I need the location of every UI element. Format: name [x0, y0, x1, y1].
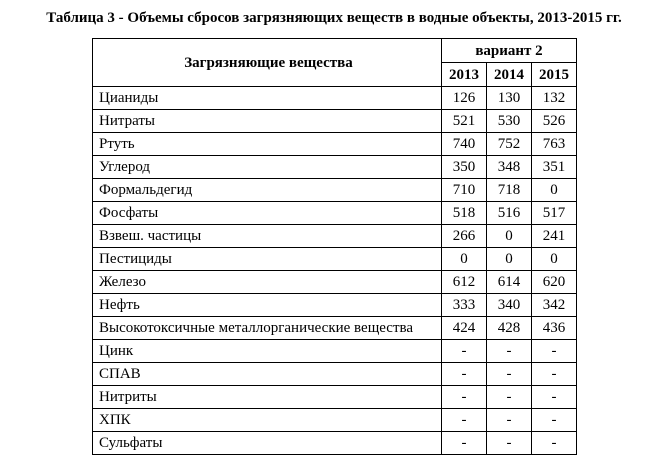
value-cell-2015: 517	[532, 202, 577, 225]
value-cell-2014: 530	[487, 110, 532, 133]
table-header-row	[93, 39, 577, 63]
value-cell-2014: 516	[487, 202, 532, 225]
table-row	[93, 225, 577, 248]
substance-name: Железо	[93, 271, 442, 294]
substance-name: Цианиды	[93, 87, 442, 110]
value-cell-2015: -	[532, 363, 577, 386]
value-cell-2014: -	[487, 409, 532, 432]
value-cell-2013: 266	[442, 225, 487, 248]
value-cell-2014: 718	[487, 179, 532, 202]
value-cell-2013: 521	[442, 110, 487, 133]
substance-name: Нитриты	[93, 386, 442, 409]
value-cell-2013: -	[442, 340, 487, 363]
value-cell-2014: 428	[487, 317, 532, 340]
value-cell-2014: 0	[487, 225, 532, 248]
table-row	[93, 294, 577, 317]
substance-name: Пестициды	[93, 248, 442, 271]
substance-name: СПАВ	[93, 363, 442, 386]
value-cell-2015: 132	[532, 87, 577, 110]
value-cell-2013: -	[442, 409, 487, 432]
value-cell-2015: -	[532, 340, 577, 363]
substance-name: ХПК	[93, 409, 442, 432]
value-cell-2014: 130	[487, 87, 532, 110]
value-cell-2013: -	[442, 386, 487, 409]
value-cell-2015: 526	[532, 110, 577, 133]
value-cell-2015: -	[532, 432, 577, 455]
value-cell-2013: 126	[442, 87, 487, 110]
value-cell-2014: -	[487, 432, 532, 455]
header-variant: вариант 2	[442, 39, 577, 63]
table-row	[93, 432, 577, 455]
value-cell-2014: 752	[487, 133, 532, 156]
table-caption: Таблица 3 - Объемы сбросов загрязняющих веществ в водные объекты, 2013-2015 гг.	[46, 10, 622, 26]
table-row	[93, 409, 577, 432]
value-cell-2013: 0	[442, 248, 487, 271]
value-cell-2013: -	[442, 363, 487, 386]
substance-name: Высокотоксичные металлорганические вещества	[93, 317, 442, 340]
value-cell-2013: 333	[442, 294, 487, 317]
table-row	[93, 156, 577, 179]
value-cell-2014: -	[487, 363, 532, 386]
substance-name: Взвеш. частицы	[93, 225, 442, 248]
table-row	[93, 202, 577, 225]
value-cell-2014: 0	[487, 248, 532, 271]
emissions-table	[92, 38, 577, 455]
value-cell-2015: 241	[532, 225, 577, 248]
value-cell-2013: 612	[442, 271, 487, 294]
value-cell-2014: 340	[487, 294, 532, 317]
substance-name: Цинк	[93, 340, 442, 363]
value-cell-2015: 0	[532, 248, 577, 271]
value-cell-2013: 518	[442, 202, 487, 225]
value-cell-2015: 620	[532, 271, 577, 294]
value-cell-2014: -	[487, 340, 532, 363]
substance-name: Углерод	[93, 156, 442, 179]
substance-name: Ртуть	[93, 133, 442, 156]
header-year-2013: 2013	[442, 63, 487, 87]
value-cell-2015: -	[532, 386, 577, 409]
substance-name: Формальдегид	[93, 179, 442, 202]
value-cell-2015: -	[532, 409, 577, 432]
substance-name: Нефть	[93, 294, 442, 317]
value-cell-2014: 348	[487, 156, 532, 179]
table-row	[93, 386, 577, 409]
value-cell-2015: 342	[532, 294, 577, 317]
table-row	[93, 340, 577, 363]
value-cell-2015: 0	[532, 179, 577, 202]
substance-name: Сульфаты	[93, 432, 442, 455]
value-cell-2013: 424	[442, 317, 487, 340]
value-cell-2015: 351	[532, 156, 577, 179]
value-cell-2013: -	[442, 432, 487, 455]
table-row	[93, 248, 577, 271]
value-cell-2015: 763	[532, 133, 577, 156]
table-row	[93, 363, 577, 386]
table-row	[93, 87, 577, 110]
header-year-2014: 2014	[487, 63, 532, 87]
value-cell-2015: 436	[532, 317, 577, 340]
substance-name: Фосфаты	[93, 202, 442, 225]
table-row	[93, 110, 577, 133]
substance-name: Нитраты	[93, 110, 442, 133]
header-substances: Загрязняющие вещества	[93, 39, 442, 87]
header-year-2015: 2015	[532, 63, 577, 87]
table-row	[93, 271, 577, 294]
value-cell-2014: 614	[487, 271, 532, 294]
value-cell-2014: -	[487, 386, 532, 409]
value-cell-2013: 710	[442, 179, 487, 202]
value-cell-2013: 740	[442, 133, 487, 156]
table-row	[93, 317, 577, 340]
table-row	[93, 133, 577, 156]
value-cell-2013: 350	[442, 156, 487, 179]
table-row	[93, 179, 577, 202]
